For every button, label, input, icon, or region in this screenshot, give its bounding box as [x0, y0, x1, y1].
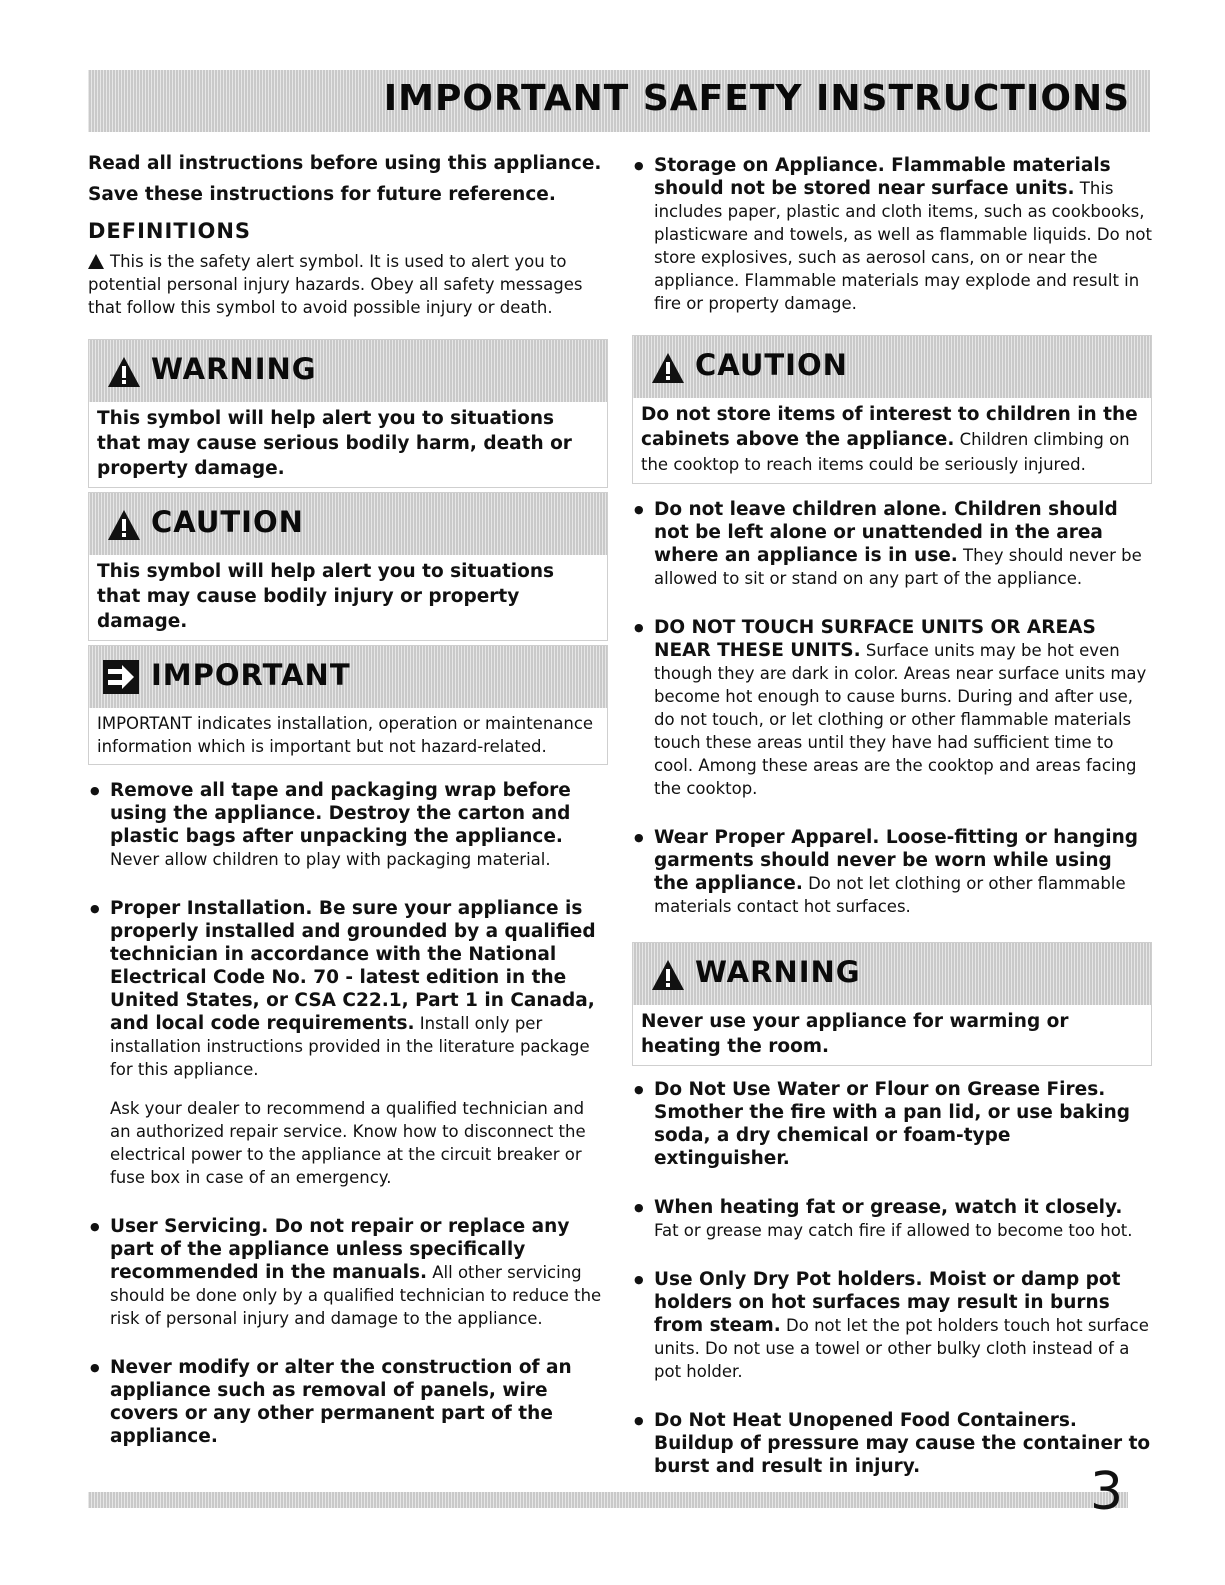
bullet-text: This includes paper, plastic and cloth items, such as cookbooks, plasticware and towels, as well as flammable liquids. Do not store explosives, such as aerosol cans, on or near the appliance. Flammable materials may explode and result in fire or property damage.	[654, 179, 1152, 313]
warning-header	[89, 340, 607, 402]
caution-box-right	[632, 335, 1152, 484]
page-title: IMPORTANT SAFETY INSTRUCTIONS	[383, 78, 1130, 119]
important-text: IMPORTANT indicates installation, operation or maintenance information which is important but not hazard-related.	[97, 714, 594, 756]
list-item	[632, 1409, 1152, 1478]
important-header	[89, 646, 607, 708]
bullet-heading: User Servicing. Do not repair or replace any part of the appliance unless specifically recommended in the manuals.	[110, 1216, 570, 1283]
warning-triangle-icon	[651, 959, 685, 991]
safety-alert-icon	[88, 254, 104, 269]
bullet-heading: DO NOT TOUCH SURFACE UNITS OR AREAS NEAR THESE UNITS.	[654, 617, 1096, 661]
caution-text-right	[633, 398, 1151, 483]
bullet-heading: Proper Installation. Be sure your appliance is properly installed and grounded by a qualified technician in accordance with the National Electrical Code No. 70 - latest edition in the United States, or CSA C22.1, Part 1 in Canada, and local code requirements.	[110, 898, 596, 1034]
warning-title-right: WARNING	[695, 955, 861, 989]
caution-title-right: CAUTION	[695, 348, 848, 382]
bullet-heading: Never modify or alter the construction of an appliance such as removal of panels, wire covers or any other permanent part of the appliance.	[110, 1357, 572, 1447]
warning-header-right	[633, 943, 1151, 1005]
list-item	[632, 1268, 1152, 1383]
caution-text: This symbol will help alert you to situations that may cause bodily injury or property damage.	[97, 561, 555, 632]
definitions-body: This is the safety alert symbol. It is used to alert you to potential personal injury hazards. Obey all safety messages that follow this symbol to avoid possible injury or death.	[88, 252, 583, 317]
warning-box-right	[632, 942, 1152, 1066]
definitions-text	[88, 250, 608, 319]
list-item	[632, 154, 1152, 315]
warning-text-right: Never use your appliance for warming or heating the room.	[641, 1011, 1069, 1057]
bullet-heading: Do Not Heat Unopened Food Containers. Buildup of pressure may cause the container to burst and result in injury.	[654, 1410, 1151, 1477]
bullet-heading: Remove all tape and packaging wrap before using the appliance. Destroy the carton and plastic bags after unpacking the appliance.	[110, 780, 571, 847]
lead-read-instructions: Read all instructions before using this appliance.	[88, 153, 602, 174]
list-item	[632, 826, 1152, 918]
footer-bar	[88, 1492, 1128, 1508]
caution-title: CAUTION	[151, 505, 304, 539]
definitions-heading: DEFINITIONS	[88, 219, 252, 243]
list-item	[88, 1215, 608, 1330]
bullet-text: All other servicing should be done only by a qualified technician to reduce the risk of personal injury and damage to the appliance.	[110, 1263, 602, 1328]
important-box	[88, 645, 608, 765]
bullet-heading: Do Not Use Water or Flour on Grease Fires. Smother the fire with a pan lid, or use baking soda, a dry chemical or foam-type extinguisher.	[654, 1079, 1131, 1169]
arrow-box-icon	[103, 660, 139, 694]
caution-header	[89, 493, 607, 555]
warning-box	[88, 339, 608, 488]
list-item	[632, 1196, 1152, 1242]
bullet-text: Do not let the pot holders touch hot surface units. Do not use a towel or other bulky cloth instead of a pot holder.	[654, 1316, 1149, 1381]
bullet-text: Surface units may be hot even though they are dark in color. Areas near surface units may become hot enough to cause burns. During and after use, do not touch, or let clothing or other flammable materials touch these areas until they have had sufficient time to cool. Among these areas are the cooktop and areas facing the cooktop.	[654, 641, 1147, 798]
list-item	[88, 897, 608, 1189]
caution-header-right	[633, 336, 1151, 398]
caution-bold-text: Do not store items of interest to children in the cabinets above the appliance.	[641, 404, 1138, 450]
list-item	[632, 1078, 1152, 1170]
caution-triangle-icon	[651, 352, 685, 384]
warning-title: WARNING	[151, 352, 317, 386]
warning-text: This symbol will help alert you to situations that may cause serious bodily harm, death or property damage.	[97, 408, 572, 479]
warning-triangle-icon	[107, 356, 141, 388]
caution-box	[88, 492, 608, 641]
right-column	[632, 150, 1152, 1478]
page-number: 3	[1090, 1462, 1124, 1522]
bullet-extra-text: Ask your dealer to recommend a qualified technician and an authorized repair service. Know how to disconnect the electrical power to the appliance at the circuit breaker or fuse box in case of an emergency.	[110, 1099, 586, 1187]
bullet-heading: Wear Proper Apparel. Loose-fitting or hanging garments should never be worn while using the appliance.	[654, 827, 1138, 894]
bullet-text: Never allow children to play with packaging material.	[110, 850, 551, 869]
caution-regular-text: Children climbing on the cooktop to reach items could be seriously injured.	[641, 430, 1130, 474]
bullet-heading: Use Only Dry Pot holders. Moist or damp pot holders on hot surfaces may result in burns from steam.	[654, 1269, 1121, 1336]
bullet-heading: Storage on Appliance. Flammable materials should not be stored near surface units.	[654, 155, 1111, 199]
list-item	[632, 498, 1152, 590]
bullet-heading: Do not leave children alone. Children should not be left alone or unattended in the area where an appliance is in use.	[654, 499, 1118, 566]
list-item	[88, 779, 608, 871]
bullet-text: Fat or grease may catch fire if allowed to become too hot.	[654, 1221, 1133, 1240]
list-item	[632, 616, 1152, 800]
list-item	[88, 1356, 608, 1448]
left-column	[88, 150, 608, 1448]
lead-save-instructions: Save these instructions for future reference.	[88, 184, 556, 205]
important-title: IMPORTANT	[151, 658, 351, 692]
title-banner	[88, 70, 1150, 132]
bullet-text: They should never be allowed to sit or stand on any part of the appliance.	[654, 546, 1142, 588]
caution-triangle-icon	[107, 509, 141, 541]
bullet-text: Install only per installation instructions provided in the literature package for this appliance.	[110, 1014, 590, 1079]
bullet-heading: When heating fat or grease, watch it closely.	[654, 1197, 1123, 1218]
bullet-text: Do not let clothing or other flammable materials contact hot surfaces.	[654, 874, 1126, 916]
